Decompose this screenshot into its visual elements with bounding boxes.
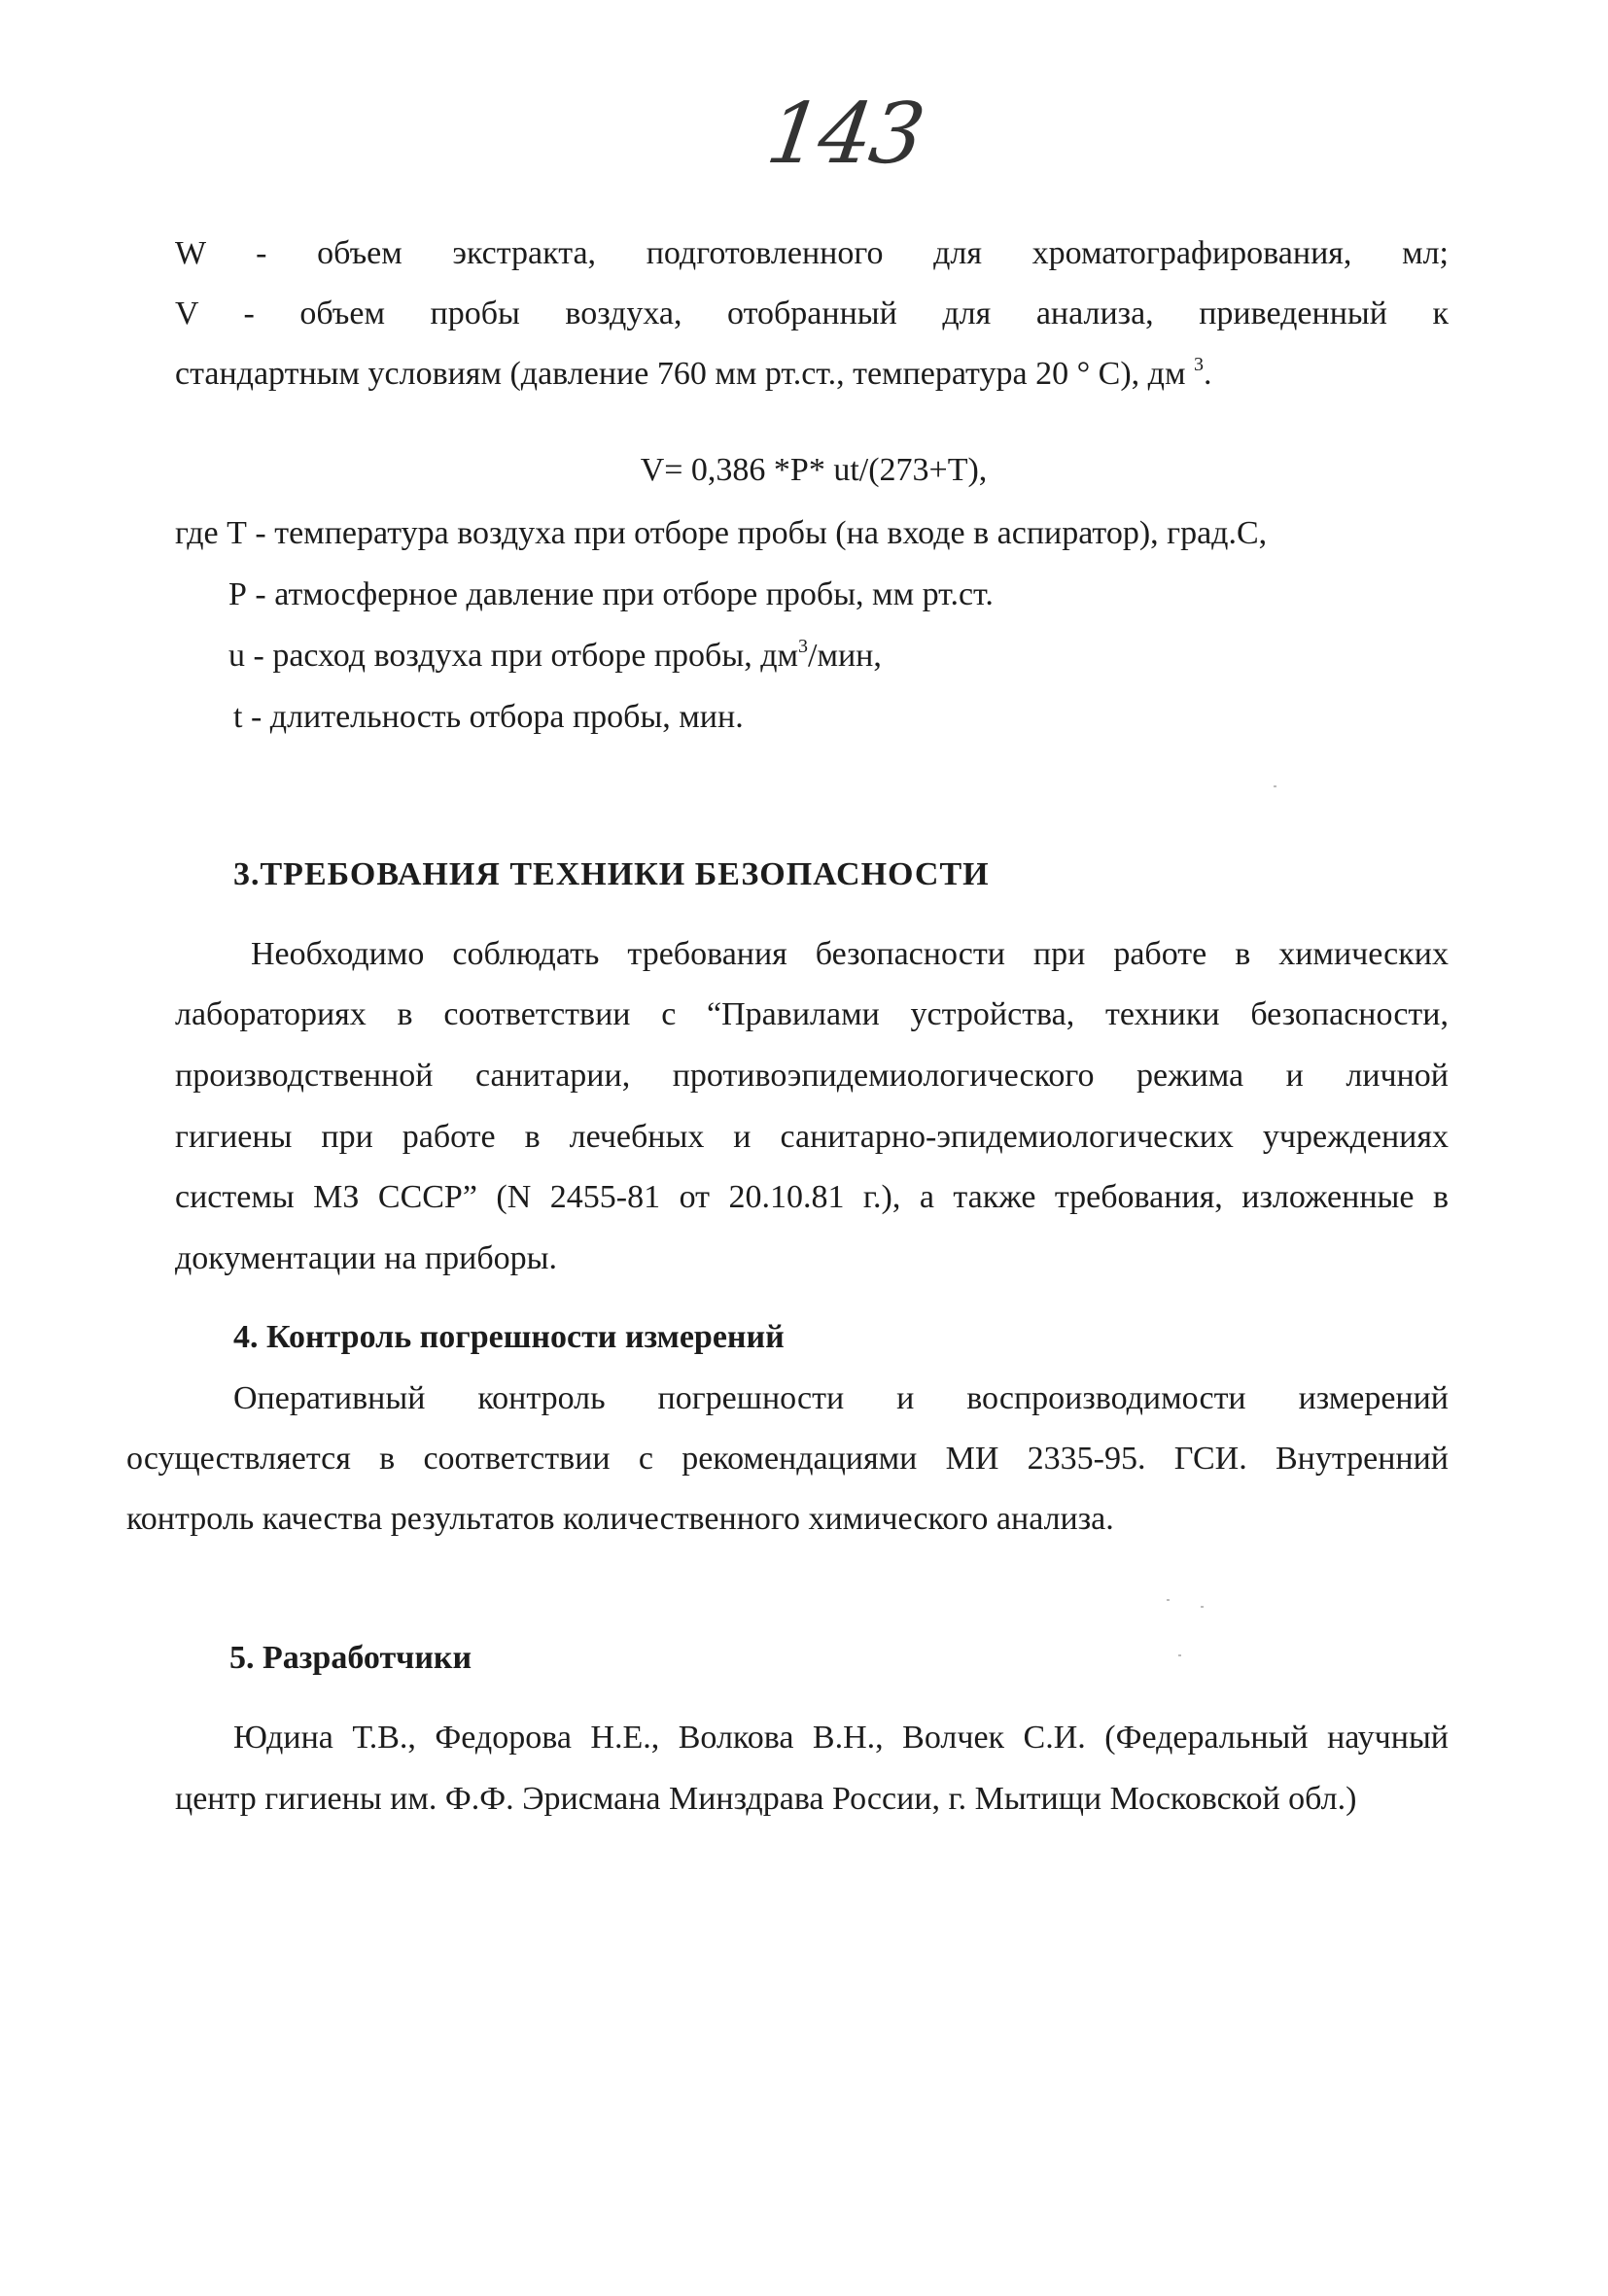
- where-u-line-text: u - расход воздуха при отборе пробы, дм: [228, 638, 799, 674]
- definition-v-line2: [175, 355, 1211, 394]
- where-p-line: Р - атмосферное давление при отборе пробы, мм рт.ст.: [228, 576, 994, 612]
- section5-heading: 5. Разработчики: [229, 1640, 472, 1676]
- section3-line: гигиены при работе в лечебных и санитарно-эпидемиологических учреждениях: [175, 1119, 1449, 1155]
- where-u-line: [228, 637, 882, 676]
- scan-speck: [1167, 1599, 1170, 1601]
- section3-line: системы МЗ СССР” (N 2455-81 от 20.10.81 г.), а также требования, изложенные в: [175, 1179, 1449, 1215]
- where-t-line: где Т - температура воздуха при отборе пробы (на входе в аспиратор), град.С,: [175, 515, 1268, 551]
- section5-line: Юдина Т.В., Федорова Н.Е., Волкова В.Н., Волчек С.И. (Федеральный научный: [233, 1720, 1449, 1756]
- scan-speck: [1178, 1654, 1181, 1656]
- section4-line: контроль качества результатов количественного химического анализа.: [126, 1501, 1114, 1537]
- definition-w: W - объем экстракта, подготовленного для хроматографирования, мл;: [175, 235, 1449, 271]
- section4-line: Оперативный контроль погрешности и воспроизводимости измерений: [233, 1380, 1449, 1416]
- section3-line: производственной санитарии, противоэпидемиологического режима и личной: [175, 1058, 1449, 1094]
- definition-v-line1: V - объем пробы воздуха, отобранный для анализа, приведенный к: [175, 296, 1449, 331]
- definition-v-line2-text: стандартным условиям (давление 760 мм рт.ст., температура 20 ° С), дм: [175, 356, 1186, 392]
- formula: V= 0,386 *P* ut/(273+T),: [640, 452, 988, 488]
- definition-v-line2-sup: 3: [1193, 354, 1204, 375]
- definition-v-line2-end: .: [1203, 356, 1212, 392]
- section5-line: центр гигиены им. Ф.Ф. Эрисмана Минздрава России, г. Мытищи Московской обл.): [175, 1781, 1357, 1817]
- section4-line: осуществляется в соответствии с рекомендациями МИ 2335-95. ГСИ. Внутренний: [126, 1441, 1449, 1477]
- section3-line: лабораториях в соответствии с “Правилами устройства, техники безопасности,: [175, 996, 1449, 1032]
- handwritten-page-number: 143: [760, 86, 929, 183]
- scan-speck: [1201, 1606, 1204, 1608]
- where-tdur-line: t - длительность отбора пробы, мин.: [233, 699, 744, 735]
- section3-heading: 3.ТРЕБОВАНИЯ ТЕХНИКИ БЕЗОПАСНОСТИ: [233, 856, 990, 892]
- section4-heading: 4. Контроль погрешности измерений: [233, 1319, 785, 1355]
- section3-line: Необходимо соблюдать требования безопасности при работе в химических: [251, 936, 1449, 972]
- scan-speck: [1274, 785, 1276, 787]
- where-u-line-sup: 3: [798, 636, 809, 657]
- where-u-line-end: /мин,: [808, 638, 882, 674]
- section3-line: документации на приборы.: [175, 1240, 557, 1276]
